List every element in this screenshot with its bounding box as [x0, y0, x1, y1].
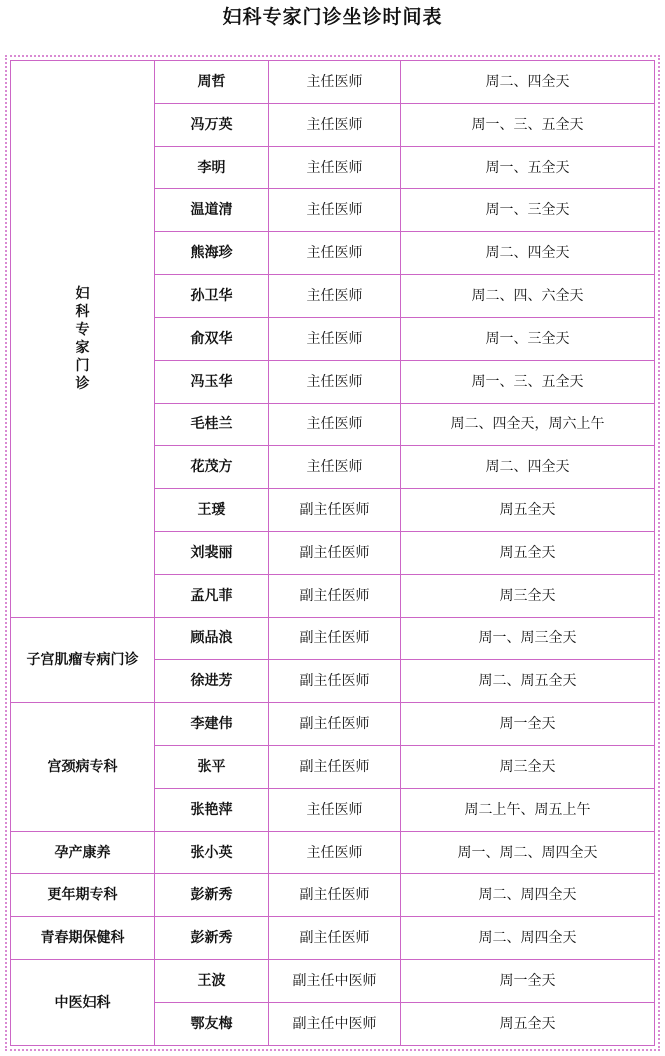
- doctor-name-cell: 冯万英: [155, 103, 269, 146]
- doctor-title-cell: 主任医师: [269, 403, 401, 446]
- doctor-name-cell: 孟凡菲: [155, 574, 269, 617]
- page-title: 妇科专家门诊坐诊时间表: [222, 6, 443, 28]
- doctor-name-cell: 李明: [155, 146, 269, 189]
- clinic-time-cell: 周一、三、五全天: [401, 103, 655, 146]
- schedule-frame: [5, 55, 660, 1051]
- doctor-title-cell: 主任医师: [269, 61, 401, 104]
- clinic-time-cell: 周一、三、五全天: [401, 360, 655, 403]
- clinic-time-cell: 周五全天: [401, 1002, 655, 1045]
- doctor-title-cell: 主任医师: [269, 317, 401, 360]
- doctor-title-cell: 主任医师: [269, 275, 401, 318]
- doctor-title-cell: 副主任医师: [269, 703, 401, 746]
- doctor-name-cell: 王波: [155, 960, 269, 1003]
- table-row: [11, 61, 655, 104]
- doctor-title-cell: 副主任中医师: [269, 960, 401, 1003]
- department-char: 妇: [75, 285, 90, 302]
- schedule-table: [10, 60, 655, 1046]
- table-row: [11, 917, 655, 960]
- clinic-time-cell: 周二、周五全天: [401, 660, 655, 703]
- department-cell: 青春期保健科: [11, 917, 155, 960]
- doctor-name-cell: 张小英: [155, 831, 269, 874]
- department-cell: 更年期专科: [11, 874, 155, 917]
- clinic-time-cell: 周二、四全天: [401, 232, 655, 275]
- doctor-title-cell: 副主任医师: [269, 531, 401, 574]
- doctor-title-cell: 副主任医师: [269, 746, 401, 789]
- table-row: [11, 874, 655, 917]
- doctor-name-cell: 毛桂兰: [155, 403, 269, 446]
- clinic-time-cell: 周一、三全天: [401, 189, 655, 232]
- department-cell: 中医妇科: [11, 960, 155, 1046]
- doctor-title-cell: 副主任医师: [269, 874, 401, 917]
- doctor-title-cell: 主任医师: [269, 103, 401, 146]
- department-char: 诊: [75, 375, 90, 392]
- doctor-title-cell: 副主任中医师: [269, 1002, 401, 1045]
- department-cell: 孕产康养: [11, 831, 155, 874]
- doctor-name-cell: 温道清: [155, 189, 269, 232]
- table-row: [11, 960, 655, 1003]
- doctor-title-cell: 副主任医师: [269, 617, 401, 660]
- doctor-title-cell: 主任医师: [269, 232, 401, 275]
- doctor-name-cell: 张平: [155, 746, 269, 789]
- department-char: 专: [75, 321, 90, 338]
- doctor-title-cell: 主任医师: [269, 831, 401, 874]
- clinic-time-cell: 周一全天: [401, 703, 655, 746]
- doctor-title-cell: 主任医师: [269, 446, 401, 489]
- doctor-name-cell: 徐进芳: [155, 660, 269, 703]
- doctor-name-cell: 刘裴丽: [155, 531, 269, 574]
- doctor-name-cell: 彭新秀: [155, 917, 269, 960]
- doctor-title-cell: 主任医师: [269, 788, 401, 831]
- clinic-time-cell: 周二、四全天: [401, 61, 655, 104]
- doctor-title-cell: 主任医师: [269, 146, 401, 189]
- schedule-body: [11, 61, 655, 1046]
- doctor-name-cell: 王瑗: [155, 489, 269, 532]
- doctor-name-cell: 花茂方: [155, 446, 269, 489]
- clinic-time-cell: 周一、周三全天: [401, 617, 655, 660]
- department-char: 科: [75, 303, 90, 320]
- table-row: [11, 831, 655, 874]
- clinic-time-cell: 周二、四全天，周六上午: [401, 403, 655, 446]
- doctor-name-cell: 周哲: [155, 61, 269, 104]
- doctor-name-cell: 孙卫华: [155, 275, 269, 318]
- clinic-time-cell: 周五全天: [401, 531, 655, 574]
- clinic-time-cell: 周二、周四全天: [401, 917, 655, 960]
- department-cell: 宫颈病专科: [11, 703, 155, 831]
- doctor-title-cell: 副主任医师: [269, 574, 401, 617]
- clinic-time-cell: 周三全天: [401, 574, 655, 617]
- department-char: 门: [75, 357, 90, 374]
- doctor-name-cell: 熊海珍: [155, 232, 269, 275]
- doctor-name-cell: 李建伟: [155, 703, 269, 746]
- doctor-title-cell: 副主任医师: [269, 917, 401, 960]
- clinic-time-cell: 周三全天: [401, 746, 655, 789]
- clinic-time-cell: 周二上午、周五上午: [401, 788, 655, 831]
- clinic-time-cell: 周一、周二、周四全天: [401, 831, 655, 874]
- doctor-name-cell: 张艳萍: [155, 788, 269, 831]
- department-char: 家: [75, 339, 90, 356]
- department-cell: [11, 61, 155, 618]
- clinic-time-cell: 周二、四全天: [401, 446, 655, 489]
- clinic-time-cell: 周一全天: [401, 960, 655, 1003]
- department-cell: 子宫肌瘤专病门诊: [11, 617, 155, 703]
- doctor-name-cell: 鄂友梅: [155, 1002, 269, 1045]
- clinic-time-cell: 周一、五全天: [401, 146, 655, 189]
- clinic-time-cell: 周五全天: [401, 489, 655, 532]
- clinic-time-cell: 周一、三全天: [401, 317, 655, 360]
- doctor-title-cell: 主任医师: [269, 360, 401, 403]
- doctor-title-cell: 副主任医师: [269, 489, 401, 532]
- clinic-time-cell: 周二、周四全天: [401, 874, 655, 917]
- doctor-title-cell: 副主任医师: [269, 660, 401, 703]
- doctor-name-cell: 冯玉华: [155, 360, 269, 403]
- clinic-time-cell: 周二、四、六全天: [401, 275, 655, 318]
- doctor-name-cell: 俞双华: [155, 317, 269, 360]
- doctor-name-cell: 顾品浪: [155, 617, 269, 660]
- table-row: [11, 703, 655, 746]
- doctor-title-cell: 主任医师: [269, 189, 401, 232]
- doctor-name-cell: 彭新秀: [155, 874, 269, 917]
- table-row: [11, 617, 655, 660]
